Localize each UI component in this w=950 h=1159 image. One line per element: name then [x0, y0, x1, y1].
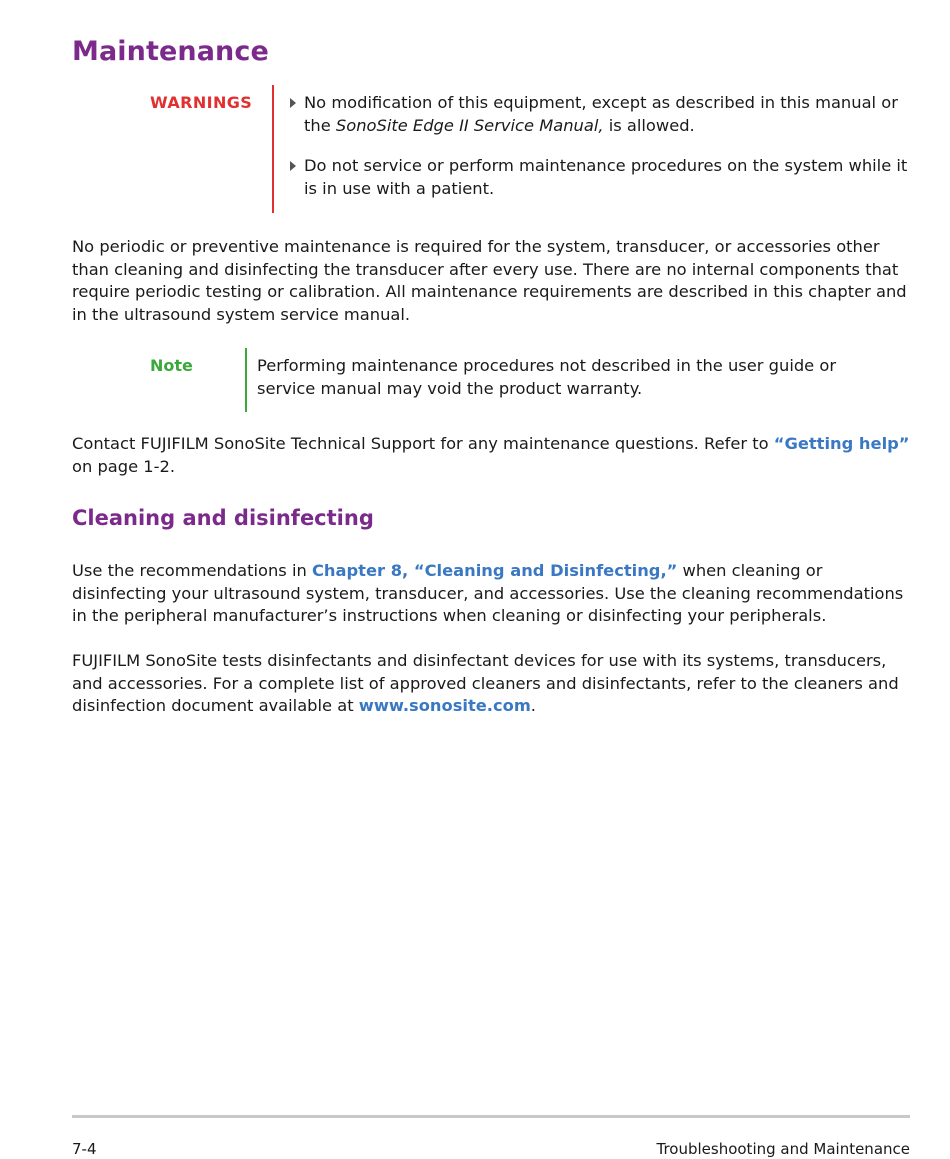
footer-chapter-title: Troubleshooting and Maintenance — [656, 1140, 910, 1158]
warnings-label: WARNINGS — [150, 93, 253, 112]
support-text-start: Contact FUJIFILM SonoSite Technical Support for any maintenance questions. Refer to — [72, 434, 774, 453]
footer-page-number: 7-4 — [72, 1140, 97, 1158]
bullet-triangle-icon — [290, 161, 296, 171]
disinfectants-text-start: FUJIFILM SonoSite tests disinfectants and disinfectant devices for use with its systems, transducers, and accessories. For a complete list of approved cleaners and disinfectants, refer to the cleaners and disinfection document available at — [72, 651, 899, 715]
note-label: Note — [150, 356, 193, 375]
warnings-rule — [272, 85, 274, 213]
footer-rule — [72, 1115, 910, 1118]
getting-help-link[interactable]: “Getting help” — [773, 434, 910, 453]
document-page — [72, 0, 910, 1159]
note-callout — [72, 348, 910, 412]
sonosite-website-link[interactable]: www.sonosite.com — [358, 696, 531, 715]
cleaning-text-start: Use the recommendations in — [72, 561, 312, 580]
cleaning-paragraph — [72, 560, 910, 628]
maintenance-paragraph: No periodic or preventive maintenance is required for the system, transducer, or accessories other than cleaning and disinfecting the transducer after every use. There are no internal components that require periodic testing or calibration. All maintenance requirements are described in this chapter and in the ultrasound system service manual. — [72, 237, 907, 324]
warning-item — [288, 92, 908, 137]
warnings-callout — [72, 85, 910, 213]
chapter-8-link[interactable]: Chapter 8, “Cleaning and Disinfecting,” — [311, 561, 678, 580]
disinfectants-text-end: . — [530, 696, 536, 715]
note-rule — [245, 348, 247, 412]
page-title: Maintenance — [72, 36, 269, 67]
disinfectants-paragraph — [72, 650, 910, 718]
warnings-list — [288, 92, 908, 218]
warning-manual-title: SonoSite Edge II Service Manual, — [335, 115, 604, 135]
note-text: Performing maintenance procedures not described in the user guide or service manual may void the product warranty. — [257, 356, 837, 398]
warning-item — [288, 155, 908, 200]
support-paragraph — [72, 433, 910, 478]
subsection-title: Cleaning and disinfecting — [72, 506, 374, 530]
cleaning-text-end: when cleaning or disinfecting your ultrasound system, transducer, and accessories. Use the cleaning recommendations in the peripheral manufacturer’s instructions when cleaning or disinfecting your peripherals. — [72, 561, 904, 625]
warning-text-end: is allowed. — [603, 115, 695, 135]
bullet-triangle-icon — [290, 98, 296, 108]
support-text-end: on page 1-2. — [72, 456, 176, 476]
warning-text-start: No modification of this equipment, except as described in this manual or the — [304, 93, 898, 135]
warning-text: Do not service or perform maintenance procedures on the system while it is in use with a patient. — [304, 156, 908, 198]
